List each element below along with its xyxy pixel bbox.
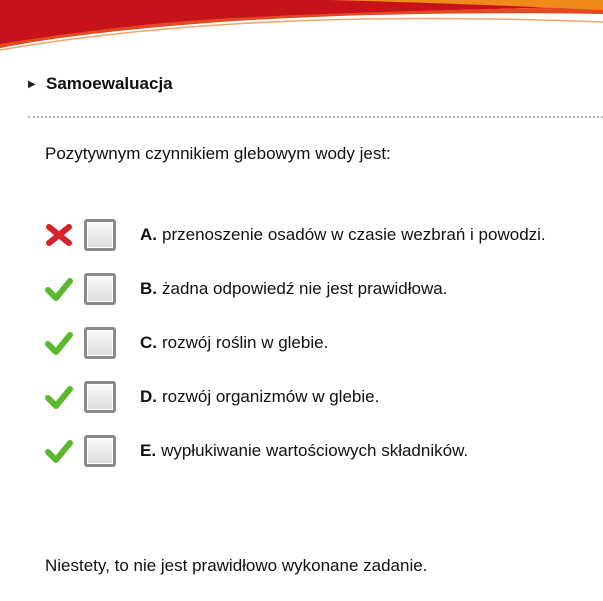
answer-option-b [44,262,546,316]
feedback-message: Niestety, to nie jest prawidłowo wykonane zadanie. [45,556,428,575]
check-icon [44,328,74,358]
answer-letter: C. [140,333,157,352]
answer-letter: D. [140,387,157,406]
answer-letter: A. [140,225,157,244]
check-icon [44,436,74,466]
answer-option-e [44,424,546,478]
dotted-divider [28,116,603,118]
answer-label: przenoszenie osadów w czasie wezbrań i powodzi. [162,225,546,244]
answer-option-d [44,370,546,424]
cross-icon [44,220,74,250]
answer-letter: B. [140,279,157,298]
answer-label: rozwój organizmów w glebie. [162,387,380,406]
answer-letter: E. [140,441,157,460]
answer-option-c [44,316,546,370]
answer-label: rozwój roślin w glebie. [162,333,329,352]
question-text: Pozytywnym czynnikiem glebowym wody jest: [45,144,391,163]
answer-e-checkbox[interactable] [84,435,116,467]
header-banner [0,0,603,60]
triangle-right-icon: ▶ [28,78,36,90]
check-icon [44,382,74,412]
answer-d-checkbox[interactable] [84,381,116,413]
answer-list [44,208,546,478]
answer-label: wypłukiwanie wartościowych składników. [161,441,469,460]
answer-b-checkbox[interactable] [84,273,116,305]
answer-a-checkbox[interactable] [84,219,116,251]
section-header [28,74,173,94]
answer-c-checkbox[interactable] [84,327,116,359]
section-title: Samoewaluacja [46,74,173,93]
check-icon [44,274,74,304]
answer-label: żadna odpowiedź nie jest prawidłowa. [162,279,448,298]
answer-option-a [44,208,546,262]
